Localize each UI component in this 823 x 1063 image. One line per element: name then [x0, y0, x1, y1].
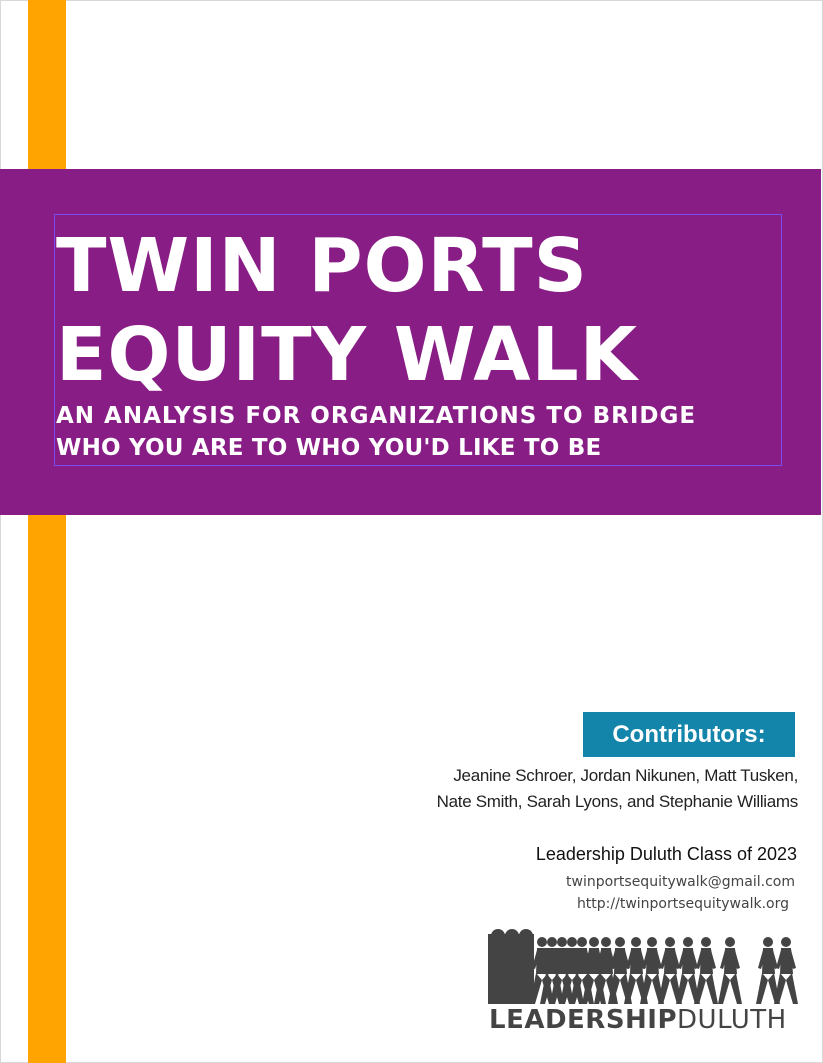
contributor-names-line-2: Nate Smith, Sarah Lyons, and Stephanie Williams [436, 792, 798, 811]
leadership-duluth-logo [486, 928, 800, 1038]
subtitle-line-2: WHO YOU ARE TO WHO YOU'D LIKE TO BE [56, 435, 602, 461]
contributors-heading: Contributors: [583, 712, 795, 757]
orange-accent-bar [28, 0, 66, 1063]
title-line-1: TWIN PORTS [56, 223, 588, 309]
contributor-names-line-1: Jeanine Schroer, Jordan Nikunen, Matt Tusken, [453, 766, 798, 785]
logo-word-duluth: DULUTH [677, 1005, 787, 1035]
contact-website[interactable]: http://twinportsequitywalk.org [576, 896, 789, 912]
contact-email[interactable]: twinportsequitywalk@gmail.com [566, 874, 795, 890]
class-line: Leadership Duluth Class of 2023 [535, 844, 797, 864]
title-line-2: EQUITY WALK [56, 312, 638, 398]
logo-wordmark [489, 1007, 787, 1033]
walking-people-silhouettes-icon [486, 928, 800, 1006]
subtitle-line-1: AN ANALYSIS FOR ORGANIZATIONS TO BRIDGE [56, 403, 697, 429]
logo-word-leadership: LEADERSHIP [489, 1005, 678, 1035]
